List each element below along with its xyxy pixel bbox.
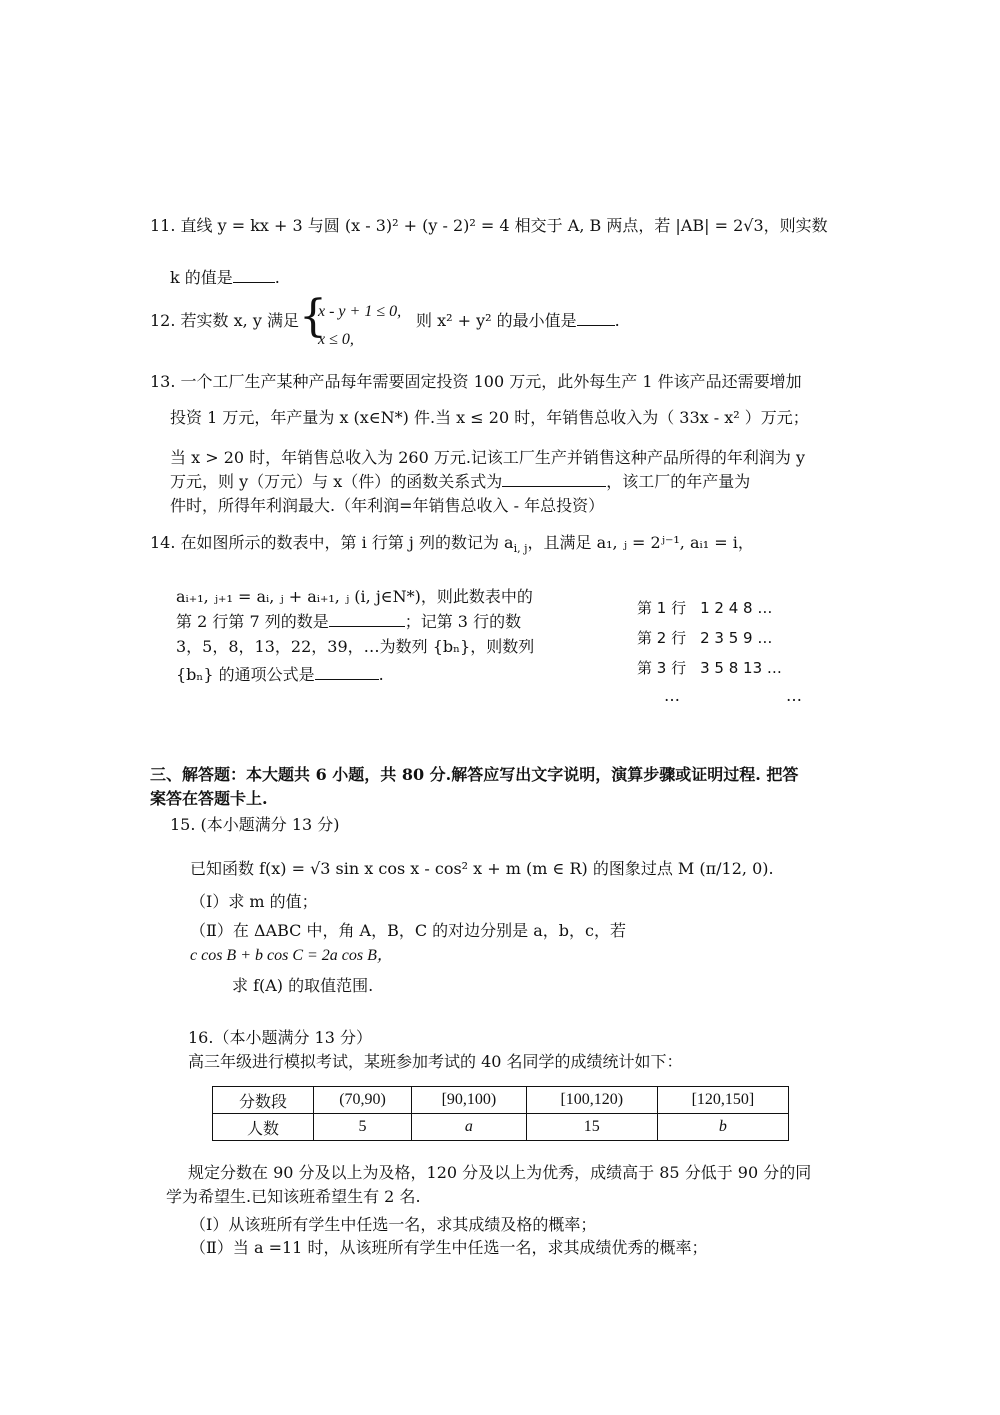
q13-line5: 件时，所得年利润最大.（年利润=年销售总收入 - 年总投资） (170, 496, 605, 515)
q13-line4 (170, 472, 750, 492)
q12-suffix-text: 则 x² + y² 的最小值是 (416, 311, 577, 330)
q15-part1: （Ⅰ）求 m 的值； (190, 892, 318, 911)
q14-line4: 3，5，8，13，22，39，…为数列 {bₙ}，则数列 (176, 637, 535, 656)
q14-blank-1 (329, 612, 405, 627)
q11-answer-blank (233, 268, 275, 283)
q12-prefix: 12. 若实数 x, y 满足 (150, 311, 299, 330)
q16-data-cell: 5 (313, 1114, 411, 1141)
q16-header-cell: 分数段 (213, 1087, 314, 1114)
q12-system-brace: { (299, 291, 327, 342)
q16-header-cell: (70,90) (313, 1087, 411, 1114)
q14-table-row (637, 653, 782, 683)
q11-line2-text: k 的值是 (170, 268, 233, 287)
q16-header-cell: [100,120) (526, 1087, 657, 1114)
q14-row-values: 3 5 8 13 … (700, 659, 782, 677)
q14-table-row (637, 623, 782, 653)
q14-line2: aᵢ₊₁, ⱼ₊₁ = aᵢ, ⱼ + aᵢ₊₁, ⱼ (i, j∈N*)，则此数表中的 (176, 587, 533, 606)
q11-line1: 11. 直线 y = kx + 3 与圆 (x - 3)² + (y - 2)² = 4 相交于 A, B 两点，若 |AB| = 2√3，则实数 (150, 216, 828, 235)
q14-row-label: 第 3 行 (637, 659, 687, 677)
section3-line2: 案答在答题卡上. (150, 789, 268, 808)
q14-line5-text-a: {bₙ} 的通项公式是 (176, 665, 315, 684)
q13-function-blank (502, 472, 606, 487)
q16-header-cell: [120,150] (657, 1087, 788, 1114)
q14-line1-text: 14. 在如图所示的数表中，第 i 行第 j 列的数记为 a (150, 533, 514, 552)
q12-end: . (614, 311, 620, 330)
q14-line3-text-a: 第 2 行第 7 列的数是 (176, 612, 329, 631)
q14-ellipsis-left: … (664, 686, 680, 705)
q16-data-cell: a (412, 1114, 527, 1141)
q12-system-line2: x ≤ 0, (318, 331, 354, 348)
q15-ask: 求 f(A) 的取值范围. (232, 976, 374, 995)
q13-line4-text-a: 万元，则 y（万元）与 x（件）的函数关系式为 (170, 472, 503, 491)
section3-line1: 三、解答题：本大题共 6 小题，共 80 分.解答应写出文字说明，演算步骤或证明过程. 把答 (150, 765, 799, 784)
q11-line2-end: . (274, 268, 280, 287)
q16-data-cell: 人数 (213, 1114, 314, 1141)
q16-data-cell: 15 (526, 1114, 657, 1141)
q16-data-cell: b (657, 1114, 788, 1141)
q13-line1: 13. 一个工厂生产某种产品每年需要固定投资 100 万元，此外每生产 1 件该产品还需要增加 (150, 372, 802, 391)
q16-rule-line2: 学为希望生.已知该班希望生有 2 名. (166, 1187, 421, 1206)
q13-line3: 当 x > 20 时，年销售总收入为 260 万元.记该工厂生产并销售这种产品所得的年利润为 y (170, 448, 806, 467)
q14-line5-text-b: . (378, 665, 384, 684)
q16-table-header-row (213, 1087, 789, 1114)
q14-row-label: 第 2 行 (637, 629, 687, 647)
q15-part2: （Ⅱ）在 ΔABC 中，角 A，B，C 的对边分别是 a，b，c，若 (190, 921, 627, 940)
q16-score-table (212, 1086, 789, 1141)
q16-header: 16.（本小题满分 13 分） (188, 1028, 372, 1047)
q14-row-values: 2 3 5 9 … (700, 629, 773, 647)
q16-rule-line1: 规定分数在 90 分及以上为及格，120 分及以上为优秀，成绩高于 85 分低于 90 分的同 (188, 1163, 812, 1182)
q16-part1: （Ⅰ）从该班所有学生中任选一名，求其成绩及格的概率； (190, 1215, 597, 1234)
q16-table-data-row (213, 1114, 789, 1141)
q14-line3 (176, 612, 521, 632)
q15-line1: 已知函数 f(x) = √3 sin x cos x - cos² x + m (m ∈ R) 的图象过点 M (π/12, 0). (190, 859, 774, 878)
q14-line3-text-b: ；记第 3 行的数 (404, 612, 522, 631)
q14-ellipsis-right: … (786, 686, 802, 705)
q13-line4-text-b: ，该工厂的年产量为 (606, 472, 751, 491)
q14-number-table (637, 593, 782, 683)
q12-system-line1: x - y + 1 ≤ 0, (318, 303, 402, 320)
q14-blank-2 (315, 665, 379, 680)
q16-part2: （Ⅱ）当 a =11 时，从该班所有学生中任选一名，求其成绩优秀的概率； (190, 1238, 708, 1257)
q15-header: 15. (本小题满分 13 分) (170, 815, 340, 834)
q12-suffix (416, 311, 620, 331)
q14-line5 (176, 665, 384, 685)
q14-line1-sub: i, j (513, 542, 528, 556)
q15-condition: c cos B + b cos C = 2a cos B， (190, 947, 393, 964)
q12-answer-blank (577, 311, 615, 326)
q14-line1-end: ，且满足 a₁, ⱼ = 2ʲ⁻¹, aᵢ₁ = i， (527, 533, 754, 552)
q14-row-label: 第 1 行 (637, 599, 687, 617)
q14-row-values: 1 2 4 8 … (700, 599, 773, 617)
q14-line1 (150, 533, 754, 559)
q16-intro: 高三年级进行模拟考试，某班参加考试的 40 名同学的成绩统计如下： (188, 1052, 683, 1071)
q16-header-cell: [90,100) (412, 1087, 527, 1114)
q11-line2 (170, 268, 280, 288)
q13-line2: 投资 1 万元，年产量为 x (x∈N*) 件.当 x ≤ 20 时，年销售总收入为（ 33x - x² ）万元； (170, 408, 809, 427)
q14-table-row (637, 593, 782, 623)
